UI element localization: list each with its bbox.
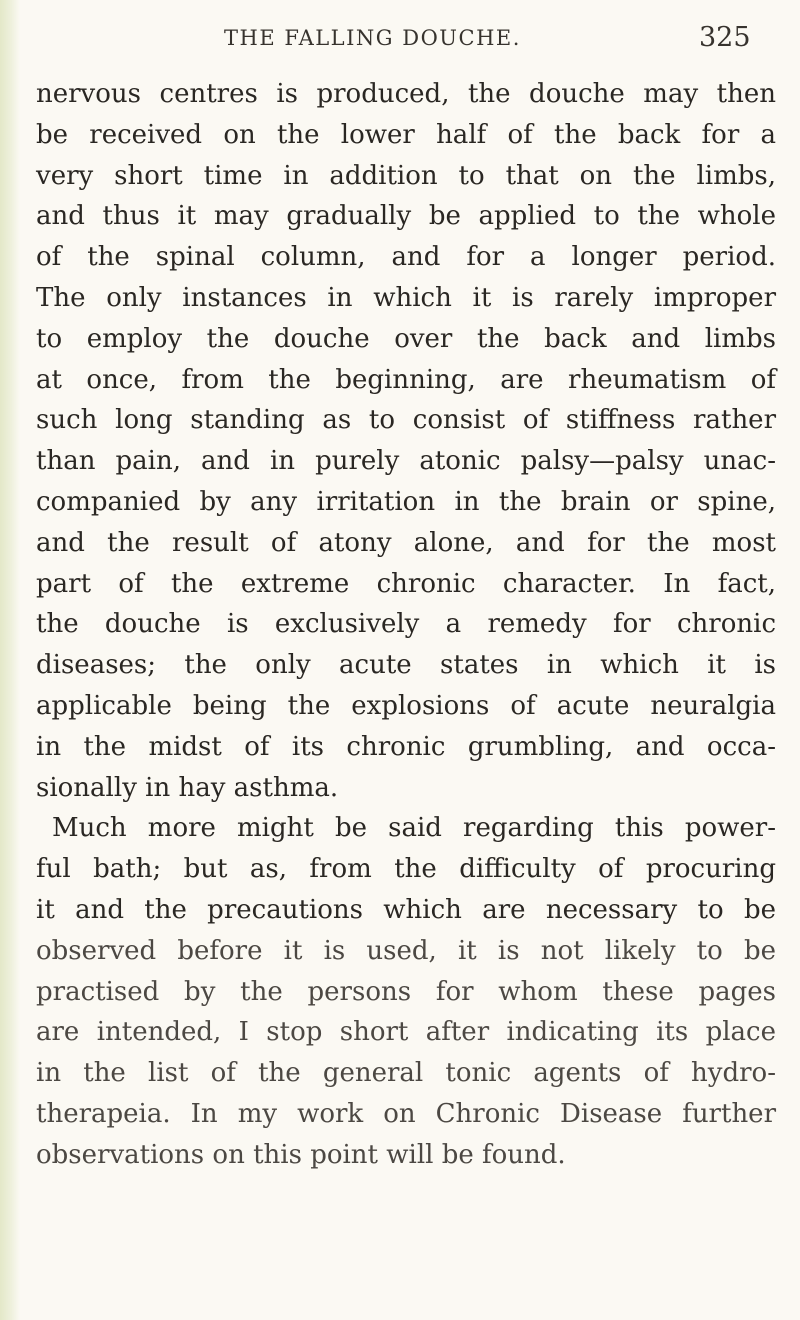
running-head (196, 6, 800, 53)
running-title: THE FALLING DOUCHE. (224, 26, 521, 50)
text-line: sionally in hay asthma. (36, 772, 339, 803)
text-line: ful bath; but as, from the difficulty of procuring (36, 854, 776, 885)
text-line: such long standing as to consist of stiffness rather (36, 405, 776, 436)
text-line: part of the extreme chronic character. In fact, (36, 568, 776, 599)
text-line: applicable being the explosions of acute neuralgia (36, 690, 776, 721)
text-line: and thus it may gradually be applied to the whole (36, 201, 776, 232)
text-line: and the result of atony alone, and for the most (36, 527, 776, 558)
text-line: of the spinal column, and for a longer period. (36, 242, 776, 273)
text-line: The only instances in which it is rarely improper (36, 282, 776, 313)
text-line: companied by any irritation in the brain or spine, (36, 486, 776, 517)
text-line: observed before it is used, it is not likely to be (36, 935, 776, 966)
text-line: are intended, I stop short after indicating its place (36, 1017, 776, 1048)
paragraph-1 (36, 74, 776, 808)
text-line: practised by the persons for whom these pages (36, 976, 776, 1007)
text-line: in the list of the general tonic agents of hydro- (36, 1058, 776, 1089)
text-line: at once, from the beginning, are rheumatism of (36, 364, 776, 395)
text-line: very short time in addition to that on the limbs, (36, 160, 776, 191)
paragraph-2 (36, 808, 776, 1175)
text-line: the douche is exclusively a remedy for chronic (36, 609, 776, 640)
text-line: than pain, and in purely atonic palsy—palsy unac- (36, 446, 776, 477)
text-line: therapeia. In my work on Chronic Disease further (36, 1098, 776, 1129)
text-line: nervous centres is produced, the douche may then (36, 79, 776, 109)
body-text (36, 74, 776, 1176)
text-line: it and the precautions which are necessary to be (36, 894, 776, 925)
text-line: be received on the lower half of the back for a (36, 119, 776, 150)
text-line: Much more might be said regarding this power- (52, 813, 776, 844)
text-line: to employ the douche over the back and limbs (36, 323, 776, 354)
text-line: observations on this point will be found. (36, 1139, 566, 1170)
text-line: diseases; the only acute states in which it is (36, 650, 776, 681)
text-line: in the midst of its chronic grumbling, and occa- (36, 731, 776, 762)
page-number: 325 (699, 22, 751, 53)
page-gutter-shadow (0, 0, 20, 1320)
